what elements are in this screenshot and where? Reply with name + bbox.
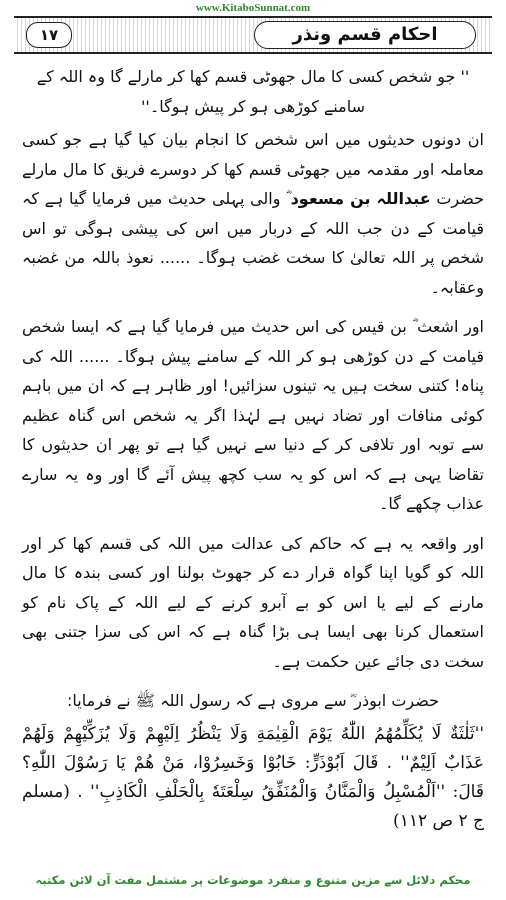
ashath-paragraph: اور اشعث ؓ بن قیس کی اس حدیث میں فرمایا گیا ہے کہ ایسا شخص قیامت کے دن کوڑھی ہو کر اللہ کے سامنے پیش ہوگا۔ ...... اللہ کی پناہ! کتنی سخت ہیں یہ تینوں سزائیں! اور ظاہر ہے کہ ان میں باہم کوئی منافات اور تضاد نہیں ہے لہٰذا اگر یہ شخص اس گناہ عظیم سے توبہ اور تلافی کر کے دنیا سے نہیں گیا ہے تو پھر ان حدیثوں کا تقاضا یہی ہے کہ اس کو یہ سب کچھ پیش آئے گا اور وہ یہ سارے عذاب چکھے گا۔ [22, 317, 484, 513]
chapter-title: احکام قسم ونذر [254, 21, 476, 49]
explanation-text-start: ان دونوں حدیثوں میں اس شخص کا انجام بیان کیا گیا ہے جو کسی معاملہ اور مقدمہ میں جھوٹی قسم کھا کر دوسرے فریق کا مال مارلے حضرت [22, 130, 484, 208]
explanation-text-end: ؓ والی پہلی حدیث میں فرمایا گیا ہے کہ قیامت کے دن جب اللہ کے دربار میں اس کی پیشی ہوگی تو اس شخص پر اللہ تعالیٰ کا سخت غضب ہوگا۔ ...... نعوذ باللہ من غضبہ وعقابہ۔ [22, 189, 484, 297]
reality-paragraph: اور واقعہ یہ ہے کہ حاکم کی عدالت میں اللہ کی قسم کھا کر اور اللہ کو گویا اپنا گواہ قرار دے کر جھوٹ بولنا اور کسی بندہ کا مال مارنے کے لیے یا اس کو بے آبرو کرنے کے لیے اللہ کے پاک نام کو استعمال کرنا بھی ایسا ہی بڑا گناہ ہے کہ اس کی سزا جتنی بھی سخت دی جائے عین حکمت ہے۔ [22, 533, 484, 671]
page-number: ١٧ [26, 22, 72, 48]
quote-paragraph: '' جو شخص کسی کا مال جھوٹی قسم کھا کر مارلے گا وہ اللہ کے سامنے کوڑھی ہو کر پیش ہوگا۔'' [36, 67, 470, 116]
hadith-arabic-text: ''ثَلٰثَةٌ لَا يُكَلِّمُهُمُ اللّٰهُ يَوْمَ الْقِيٰمَةِ وَلَا يَنْظُرُ اِلَيْهِمْ وَلَا يُزَكِّيْهِمْ وَلَهُمْ عَذَابٌ اَلِيْمٌ'' . قَالَ اَبُوْذَرٍّ: خَابُوْا وَخَسِرُوْا، مَنْ هُمْ يَا رَسُوْلَ اللّٰهِ؟ قَالَ: ''اَلْمُسْبِلُ وَالْمَنَّانُ وَالْمُنَفِّقُ سِلْعَتَهٗ بِالْحَلْفِ الْكَاذِبِ'' . (مسلم ج ۲ ص ۱۱۲) [22, 723, 484, 831]
abu-dharr-intro: حضرت ابوذر ؓ سے مروی ہے کہ رسول اللہ ﷺ نے فرمایا: [67, 691, 439, 710]
page-body [22, 62, 484, 836]
site-url: www.KitaboSunnat.com [195, 2, 311, 14]
explanation-paragraph [22, 125, 484, 302]
narrator-name: عبداللہ بن مسعود [290, 189, 431, 208]
page-header [14, 16, 492, 54]
footer-note: محکم دلائل سے مزین متنوع و منفرد موضوعات پر مشتمل مفت آن لائن مکتبہ [35, 873, 471, 887]
